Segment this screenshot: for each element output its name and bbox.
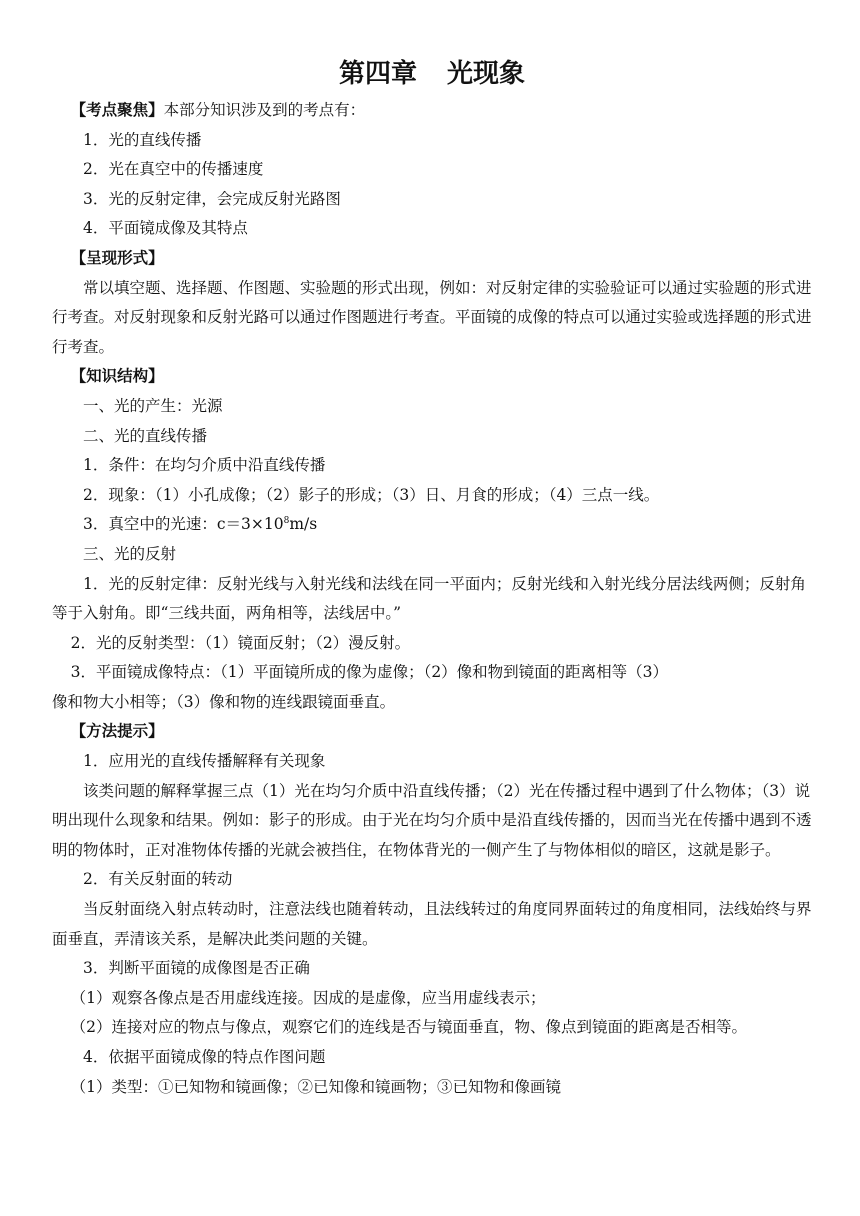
method-2-text: 当反射面绕入射点转动时，注意法线也随着转动，且法线转过的角度同界面转过的角度相同，法线始终与界面垂直，弄清该关系，是解决此类问题的关键。 bbox=[52, 900, 812, 948]
focus-intro: 本部分知识涉及到的考点有： bbox=[163, 101, 366, 119]
chapter-number: 第四章 bbox=[338, 59, 417, 89]
light-speed-exponent: 8 bbox=[283, 516, 290, 527]
light-speed-unit: m/s bbox=[289, 515, 318, 534]
form-heading: 【呈现形式】 bbox=[70, 248, 164, 267]
structure-line-6: 三、光的反射 bbox=[83, 544, 177, 563]
form-text: 常以填空题、选择题、作图题、实验题的形式出现，例如：对反射定律的实验验证可以通过实验题的形式进行考查。对反射现象和反射光路可以通过作图题进行考查。平面镜的成像的特点可以通过实验或选择题的形式进行考查。 bbox=[52, 278, 812, 356]
light-speed-text: 3．真空中的光速：c＝3×10 bbox=[83, 515, 284, 534]
structure-line-4: 2．现象：（1）小孔成像；（2）影子的形成；（3）日、月食的形成；（4）三点一线。 bbox=[83, 485, 660, 504]
structure-line-9b: 像和物大小相等；（3）像和物的连线跟镜面垂直。 bbox=[52, 692, 396, 711]
structure-line-8: 2．光的反射类型：（1）镜面反射；（2）漫反射。 bbox=[70, 633, 411, 652]
structure-line-5 bbox=[52, 510, 812, 540]
method-2-title: 2．有关反射面的转动 bbox=[83, 870, 233, 889]
method-3-title: 3．判断平面镜的成像图是否正确 bbox=[83, 959, 310, 978]
structure-line-7: 1．光的反射定律：反射光线与入射光线和法线在同一平面内；反射光线和入射光线分居法线两侧；反射角等于入射角。即“三线共面，两角相等，法线居中。” bbox=[52, 574, 806, 623]
chapter-topic: 光现象 bbox=[447, 59, 526, 89]
method-4-title: 4．依据平面镜成像的特点作图问题 bbox=[83, 1048, 326, 1066]
method-3-a: （1）观察各像点是否用虚线连接。因成的是虚像，应当用虚线表示； bbox=[70, 988, 546, 1007]
method-heading: 【方法提示】 bbox=[70, 722, 164, 741]
document-page bbox=[52, 54, 812, 1102]
method-1-title: 1．应用光的直线传播解释有关现象 bbox=[83, 752, 326, 771]
chapter-title bbox=[52, 54, 812, 94]
structure-line-2: 二、光的直线传播 bbox=[83, 426, 208, 445]
focus-heading: 【考点聚焦】 bbox=[70, 101, 164, 119]
method-1-text: 该类问题的解释掌握三点（1）光在均匀介质中沿直线传播；（2）光在传播过程中遇到了什么物体；（3）说明出现什么现象和结果。例如：影子的形成。由于光在均匀介质中是沿直线传播的，因而当光在传播中遇到不透明的物体时，正对准物体传播的光就会被挡住，在物体背光的一侧产生了与物体相似的暗区，这就是影子。 bbox=[52, 781, 812, 859]
focus-item-4: 4．平面镜成像及其特点 bbox=[83, 219, 248, 238]
structure-heading: 【知识结构】 bbox=[70, 367, 164, 386]
structure-line-1: 一、光的产生：光源 bbox=[83, 396, 223, 415]
method-3-b: （2）连接对应的物点与像点，观察它们的连线是否与镜面垂直，物、像点到镜面的距离是否相等。 bbox=[70, 1018, 747, 1037]
focus-item-3: 3．光的反射定律，会完成反射光路图 bbox=[83, 189, 341, 208]
method-4-a: （1）类型：①已知物和镜画像；②已知像和镜画物；③已知物和像画镜 bbox=[70, 1077, 561, 1096]
focus-item-2: 2．光在真空中的传播速度 bbox=[83, 160, 264, 179]
structure-line-9a: 3．平面镜成像特点：（1）平面镜所成的像为虚像；（2）像和物到镜面的距离相等（3） bbox=[70, 663, 669, 682]
structure-line-3: 1．条件：在均匀介质中沿直线传播 bbox=[83, 456, 326, 475]
focus-item-1: 1．光的直线传播 bbox=[83, 130, 202, 149]
focus-line bbox=[52, 96, 812, 126]
